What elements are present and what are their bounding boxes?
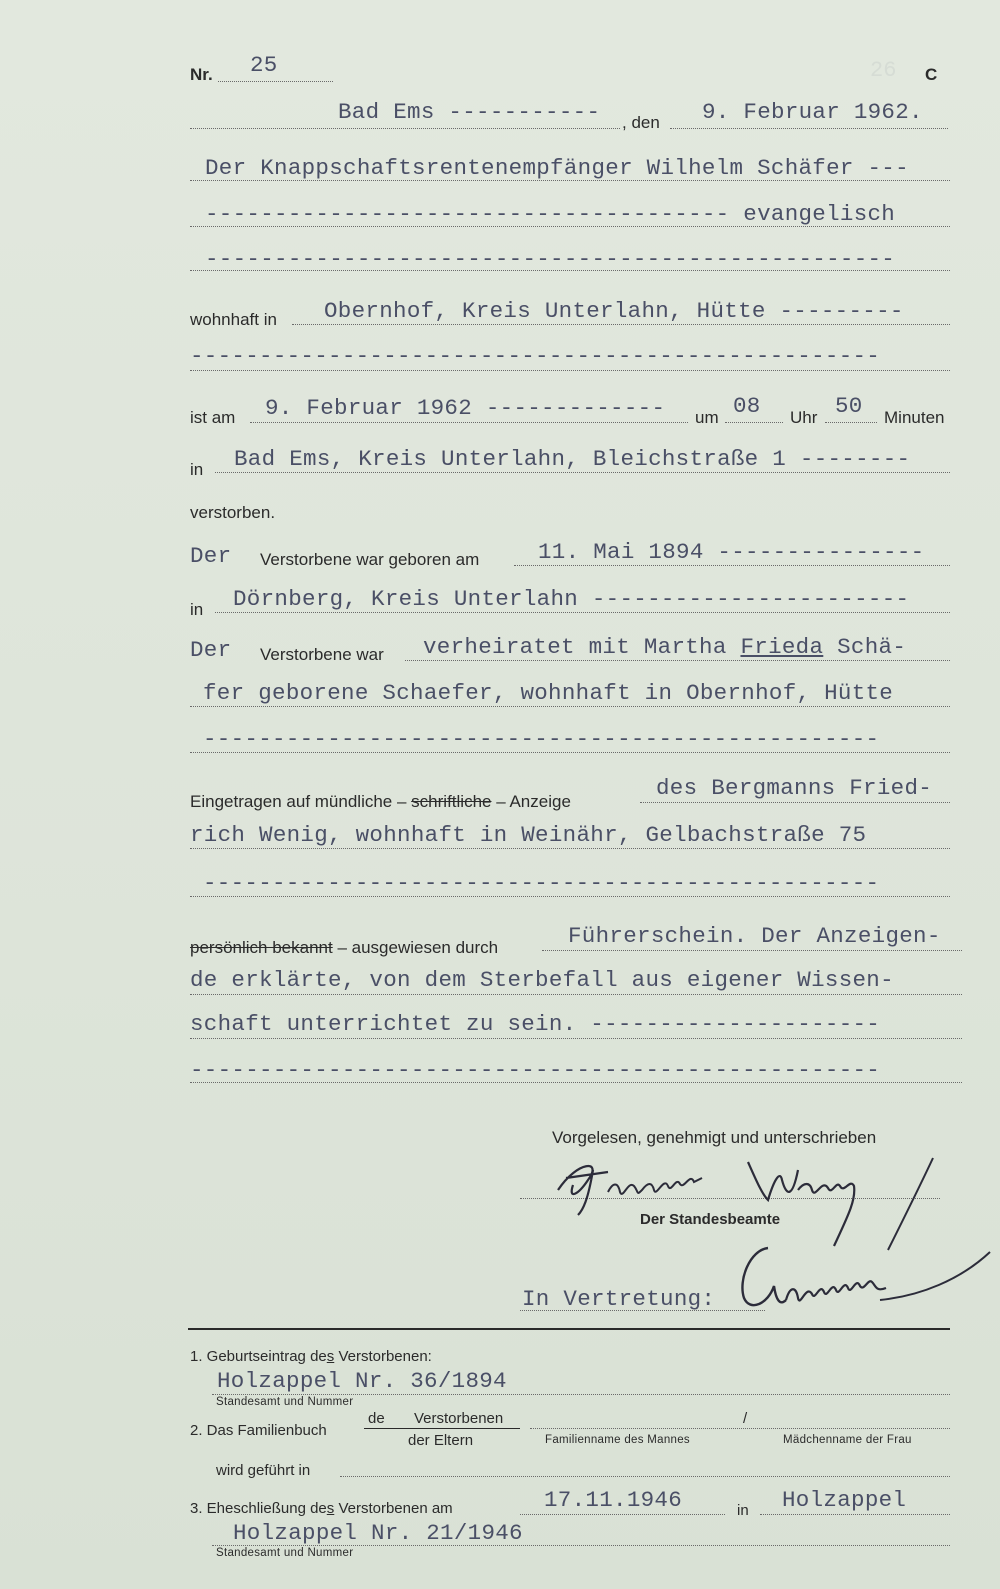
bleed-through-text: 26	[870, 58, 897, 83]
dotted-line	[292, 324, 950, 325]
place-dotted-line	[190, 128, 620, 129]
marriage-line-1c: Schä-	[837, 634, 907, 660]
birth-date: 11. Mai 1894 ---------------	[538, 539, 925, 565]
death-place: Bad Ems, Kreis Unterlahn, Bleichstraße 1 --------	[234, 446, 911, 472]
dotted-line	[520, 1514, 725, 1515]
marriage-entry-value: Holzappel Nr. 21/1946	[233, 1520, 523, 1546]
report-label-b: – Anzeige	[496, 792, 571, 811]
form-letter: C	[925, 65, 938, 84]
dotted-line	[340, 1476, 950, 1477]
marriage-line-1	[423, 634, 906, 660]
death-hour: 08	[733, 393, 761, 419]
marriage-line-1a: verheiratet mit Martha	[423, 634, 727, 660]
death-date: 9. Februar 1962 -------------	[265, 395, 666, 421]
spouse-second-name: Frieda	[740, 634, 824, 660]
identification-label-struck: persönlich bekannt	[190, 938, 333, 957]
registry-place: Bad Ems -----------	[338, 99, 601, 125]
marriage-place: Holzappel	[782, 1487, 907, 1513]
identification-line-3: schaft unterrichtet zu sein. ---------------------	[190, 1011, 881, 1037]
nr-dotted-line	[218, 81, 333, 82]
dotted-line	[215, 472, 950, 473]
footnote-3-label-a: 3. Eheschließung de	[190, 1500, 327, 1517]
dotted-line	[212, 1394, 950, 1395]
marriage-der-prefix: Der	[190, 637, 232, 663]
dotted-line	[190, 848, 950, 849]
death-minutes: 50	[835, 393, 863, 419]
uhr-label: Uhr	[790, 408, 818, 427]
footnote-3-s: s	[326, 1500, 335, 1517]
dotted-line	[190, 994, 962, 995]
marriage-date: 17.11.1946	[544, 1487, 683, 1513]
dotted-line	[212, 1545, 950, 1546]
ist-am-label: ist am	[190, 408, 236, 427]
date-dotted-line	[670, 128, 948, 129]
nr-label: Nr.	[190, 65, 213, 84]
footnote-1-caption: Standesamt und Nummer	[216, 1396, 354, 1408]
deceased-line-2: -------------------------------------- evangelisch	[205, 201, 896, 227]
dotted-line	[825, 422, 877, 423]
dotted-line	[514, 565, 950, 566]
dotted-line	[190, 1082, 962, 1083]
marriage-line-3: -------------------------------------------------	[203, 726, 880, 752]
footnote-3-in-label: in	[737, 1502, 749, 1519]
entry-number: 25	[250, 52, 278, 78]
birth-entry-value: Holzappel Nr. 36/1894	[217, 1368, 507, 1394]
in-label: in	[190, 460, 204, 479]
footnote-3-label-b: Verstorbenen am	[338, 1500, 453, 1517]
footnote-2-maedchenname: Mädchenname der Frau	[783, 1434, 912, 1446]
identification-line-1: Führerschein. Der Anzeigen-	[568, 923, 941, 949]
fraction-line	[364, 1428, 520, 1429]
deceased-line-3: --------------------------------------------------	[205, 246, 896, 272]
report-line-1: des Bergmanns Fried-	[656, 775, 933, 801]
dotted-line	[190, 180, 950, 181]
identification-label	[190, 938, 498, 958]
dotted-line	[405, 660, 950, 661]
birth-place: Dörnberg, Kreis Unterlahn -----------------------	[233, 586, 910, 612]
dotted-line	[530, 1428, 950, 1429]
dotted-line	[640, 802, 950, 803]
footnote-2-verstorbenen: Verstorbenen	[414, 1410, 504, 1427]
birth-in-label: in	[190, 600, 204, 619]
dotted-line	[190, 752, 950, 753]
dotted-line	[190, 706, 950, 707]
footnote-3-label	[190, 1500, 453, 1517]
minuten-label: Minuten	[884, 408, 945, 427]
footnote-2-de: de	[368, 1410, 385, 1427]
wohnhaft-label: wohnhaft in	[190, 310, 277, 329]
in-vertretung-label: In Vertretung:	[522, 1286, 716, 1312]
verstorben-label: verstorben.	[190, 503, 276, 522]
dotted-line	[190, 1038, 962, 1039]
marriage-line-2: fer geborene Schaefer, wohnhaft in Obernhof, Hütte	[203, 680, 894, 706]
footnote-2-slash: /	[743, 1410, 748, 1427]
identification-label-rest: – ausgewiesen durch	[337, 938, 499, 957]
deceased-line-1: Der Knappschaftsrentenempfänger Wilhelm Schäfer ---	[205, 155, 909, 181]
birth-der-prefix: Der	[190, 543, 232, 569]
report-label-struck: schriftliche	[411, 792, 492, 811]
residence-line-1: Obernhof, Kreis Unterlahn, Hütte ---------	[324, 298, 904, 324]
um-label: um	[695, 408, 719, 427]
report-line-2: rich Wenig, wohnhaft in Weinähr, Gelbachstraße 75	[190, 822, 867, 848]
footnote-3-caption: Standesamt und Nummer	[216, 1547, 354, 1559]
footnote-separator	[188, 1328, 950, 1330]
dotted-line	[760, 1514, 950, 1515]
dotted-line	[190, 370, 950, 371]
registrar-label: Der Standesbeamte	[640, 1211, 781, 1228]
footnote-2-label: 2. Das Familienbuch	[190, 1422, 327, 1439]
marriage-label: Verstorbene war	[260, 645, 384, 664]
dotted-line	[190, 226, 950, 227]
footnote-2-wird-gefuehrt: wird geführt in	[216, 1462, 311, 1479]
footnote-1-s: s	[326, 1348, 335, 1365]
dotted-line	[542, 950, 962, 951]
footnote-1-label	[190, 1348, 432, 1365]
read-approved-label: Vorgelesen, genehmigt und unterschrieben	[552, 1128, 877, 1147]
footnote-2-familienname: Familienname des Mannes	[545, 1434, 690, 1446]
report-label-a: Eingetragen auf mündliche –	[190, 792, 407, 811]
dotted-line	[215, 612, 950, 613]
registrar-signature	[730, 1230, 1000, 1320]
dotted-line	[725, 422, 783, 423]
report-label	[190, 792, 571, 812]
report-line-3: -------------------------------------------------	[203, 870, 880, 896]
footnote-2-der-eltern: der Eltern	[408, 1432, 474, 1449]
footnote-1-label-a: 1. Geburtseintrag de	[190, 1348, 327, 1365]
birth-label: Verstorbene war geboren am	[260, 550, 480, 569]
identification-line-2: de erklärte, von dem Sterbefall aus eigener Wissen-	[190, 967, 894, 993]
dotted-line	[190, 270, 950, 271]
residence-line-2: --------------------------------------------------	[190, 343, 881, 369]
den-label: , den	[622, 113, 660, 132]
dotted-line	[250, 422, 688, 423]
registry-date: 9. Februar 1962.	[702, 99, 923, 125]
identification-line-4: --------------------------------------------------	[190, 1057, 881, 1083]
registrar-signature-line	[520, 1310, 765, 1311]
footnote-1-label-b: Verstorbenen:	[338, 1348, 432, 1365]
dotted-line	[190, 896, 950, 897]
